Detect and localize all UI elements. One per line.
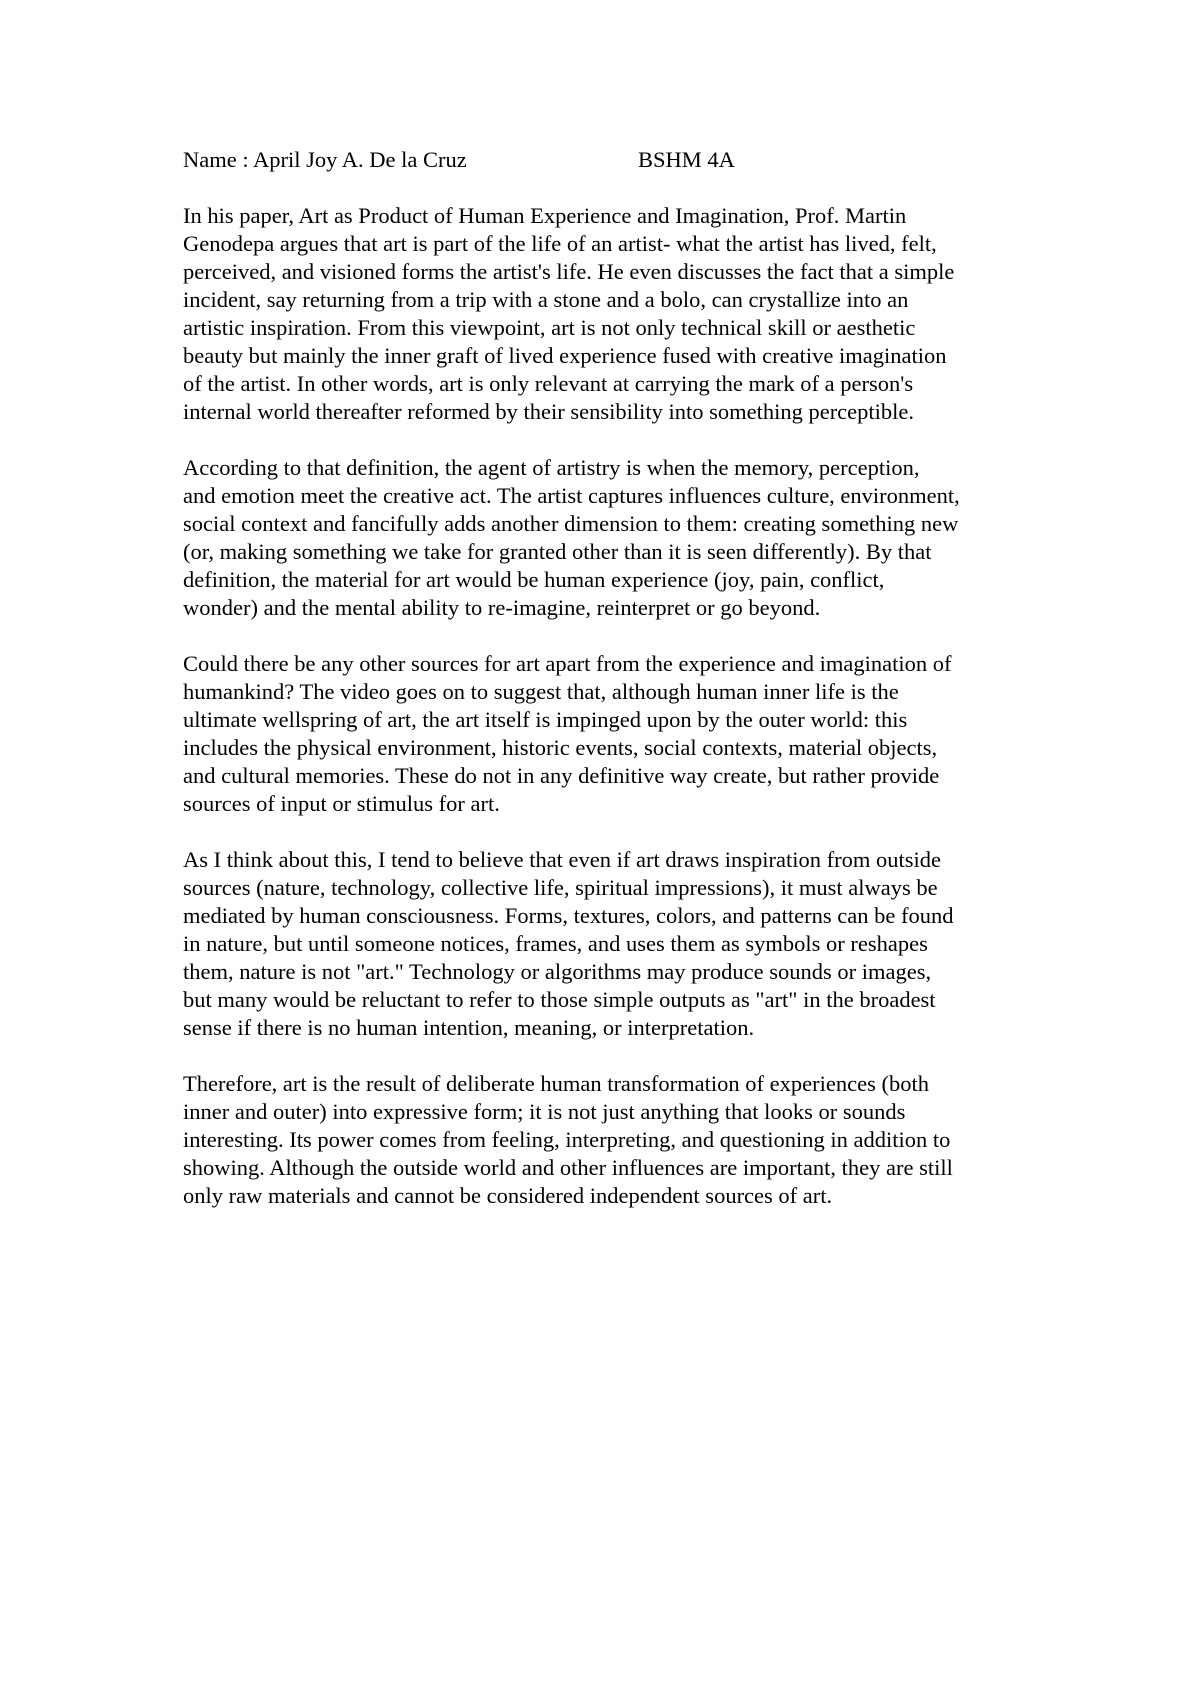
paragraph-5: Therefore, art is the result of deliberate human transformation of experiences (both inner and outer) into expressive form; it is not just anything that looks or sounds interesting. Its power comes from feeling, interpreting, and questioning in addition to showing. Although the outside world and other influences are important, they are still only raw materials and cannot be considered independent sources of art.	[183, 1071, 953, 1208]
paragraph-1: In his paper, Art as Product of Human Experience and Imagination, Prof. Martin Genodepa argues that art is part of the life of an artist- what the artist has lived, felt, perceived, and visioned forms the artist's life. He even discusses the fact that a simple incident, say returning from a trip with a stone and a bolo, can crystallize into an artistic inspiration. From this viewpoint, art is not only technical skill or aesthetic beauty but mainly the inner graft of lived experience fused with creative imagination of the artist. In other words, art is only relevant at carrying the mark of a person's internal world thereafter reformed by their sensibility into something perceptible.	[183, 203, 955, 424]
paragraph-3: Could there be any other sources for art apart from the experience and imagination of humankind? The video goes on to suggest that, although human inner life is the ultimate wellspring of art, the art itself is impinged upon by the outer world: this includes the physical environment, historic events, social contexts, material objects, and cultural memories. These do not in any definitive way create, but rather provide sources of input or stimulus for art.	[183, 651, 952, 816]
student-name: Name : April Joy A. De la Cruz	[183, 147, 467, 172]
student-section: BSHM 4A	[638, 147, 735, 172]
document-body	[183, 146, 1033, 1238]
paragraph-4: As I think about this, I tend to believe that even if art draws inspiration from outside sources (nature, technology, collective life, spiritual impressions), it must always be mediated by human consciousness. Forms, textures, colors, and patterns can be found in nature, but until someone notices, frames, and uses them as symbols or reshapes them, nature is not "art." Technology or algorithms may produce sounds or images, but many would be reluctant to refer to those simple outputs as "art" in the broadest sense if there is no human intention, meaning, or interpretation.	[183, 847, 954, 1040]
paragraph-2: According to that definition, the agent of artistry is when the memory, perception, and emotion meet the creative act. The artist captures influences culture, environment, social context and fancifully adds another dimension to them: creating something new (or, making something we take for granted other than it is seen differently). By that definition, the material for art would be human experience (joy, pain, conflict, wonder) and the mental ability to re-imagine, reinterpret or go beyond.	[183, 455, 960, 620]
document-header	[183, 146, 1033, 174]
